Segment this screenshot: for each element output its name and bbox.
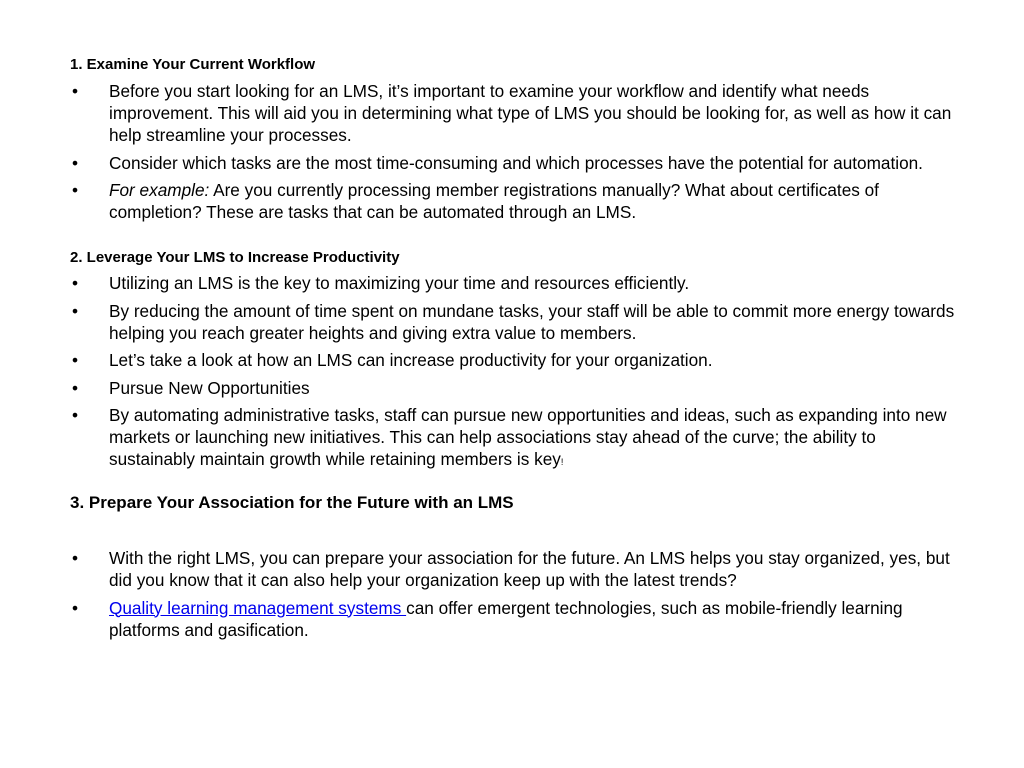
list-item-text: Pursue New Opportunities <box>109 377 310 398</box>
bullet-icon: • <box>72 81 79 101</box>
list-item-text: Let’s take a look at how an LMS can increase productivity for your organization. <box>109 350 713 370</box>
bullet-icon: • <box>72 273 79 293</box>
list-item <box>70 377 960 399</box>
trailing-mark: ! <box>560 457 564 467</box>
list-item <box>70 272 960 294</box>
list-item-text: Consider which tasks are the most time-consuming and which processes have the potential for automation. <box>109 152 923 173</box>
section-2-list <box>70 272 960 479</box>
lms-link[interactable]: Quality learning management systems <box>109 597 407 618</box>
bullet-icon: • <box>72 300 79 321</box>
list-item-text: Before you start looking for an LMS, it’s important to examine your workflow and identify what needs improvement. This will aid you in determining what type of LMS you should be looking for, as well as how it can help streamline your processes. <box>109 81 952 145</box>
list-item-text: By automating administrative tasks, staff can pursue new opportunities and ideas, such as expanding into new markets or launching new initiatives. This can help associations stay ahead of the curve; the ability to sustainably maintain growth while retaining members is key <box>109 405 947 469</box>
bullet-icon: • <box>72 405 79 425</box>
section-1-list <box>70 80 960 229</box>
bullet-icon: • <box>72 350 79 370</box>
bullet-icon: • <box>72 377 79 398</box>
list-item-text: Utilizing an LMS is the key to maximizing your time and resources efficiently. <box>109 273 690 293</box>
example-text: Are you currently processing member registrations manually? What about certificates of completion? These are tasks that can be automated through an LMS. <box>109 180 879 222</box>
list-item <box>70 597 960 641</box>
list-item-text: By reducing the amount of time spent on mundane tasks, your staff will be able to commit more energy towards helping you reach greater heights and giving extra value to members. <box>109 300 955 343</box>
list-item <box>70 404 960 473</box>
bullet-icon: • <box>72 180 79 200</box>
list-item <box>70 300 960 344</box>
example-label: For example: <box>109 180 210 200</box>
list-item <box>70 547 960 591</box>
section-2-heading: 2. Leverage Your LMS to Increase Productivity <box>70 249 400 266</box>
list-item <box>70 179 960 223</box>
list-item-text: can offer emergent technologies, such as mobile-friendly learning platforms and gasification. <box>109 597 903 640</box>
list-item <box>70 152 960 174</box>
list-item <box>70 80 960 146</box>
bullet-icon: • <box>72 152 79 173</box>
section-3-list <box>70 547 960 646</box>
section-3-heading: 3. Prepare Your Association for the Future with an LMS <box>70 493 514 512</box>
section-1-heading: 1. Examine Your Current Workflow <box>70 56 316 73</box>
list-item <box>70 349 960 371</box>
list-item-text: With the right LMS, you can prepare your association for the future. An LMS helps you stay organized, yes, but did you know that it can also help your organization keep up with the latest trends? <box>109 548 950 590</box>
bullet-icon: • <box>72 597 79 618</box>
bullet-icon: • <box>72 548 79 568</box>
